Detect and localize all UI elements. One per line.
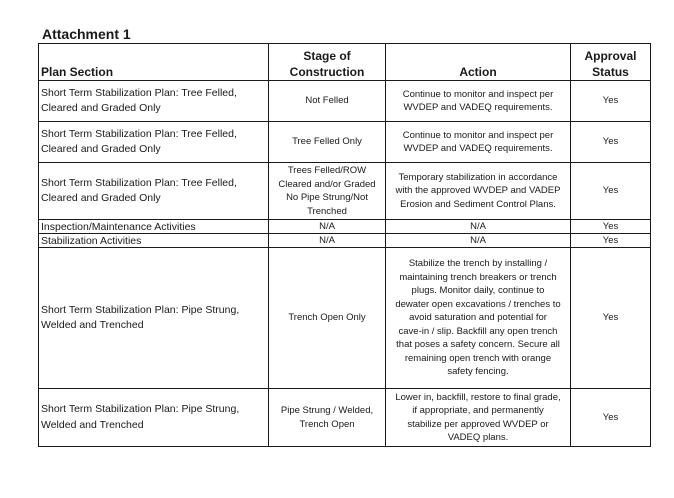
header-plan-section: Plan Section (39, 44, 269, 81)
stage-cell: Not Felled (269, 81, 386, 122)
plan-section-cell: Short Term Stabilization Plan: Tree Felled, Cleared and Graded Only (39, 122, 269, 163)
table-row (39, 220, 651, 234)
action-cell: Temporary stabilization in accordance with the approved WVDEP and VADEP Erosion and Sediment Control Plans. (386, 163, 571, 220)
action-cell: N/A (386, 220, 571, 234)
action-cell: Lower in, backfill, restore to final grade, if appropriate, and permanently stabilize per approved WVDEP or VADEQ plans. (386, 389, 571, 447)
action-cell: Stabilize the trench by installing / maintaining trench breakers or trench plugs. Monitor daily, continue to dewater open excavations / trenches to avoid saturation and potential for cave-in / slip. Backfill any open trench that poses a safety concern. Secure all remaining open trench with orange safety fencing. (386, 248, 571, 389)
page-title: Attachment 1 (42, 26, 131, 42)
stage-cell: Pipe Strung / Welded, Trench Open (269, 389, 386, 447)
table-row (39, 122, 651, 163)
header-status: Approval Status (571, 44, 651, 81)
stage-cell: Trench Open Only (269, 248, 386, 389)
plan-section-cell: Short Term Stabilization Plan: Pipe Strung, Welded and Trenched (39, 248, 269, 389)
header-row (39, 44, 651, 81)
status-cell: Yes (571, 234, 651, 248)
table-row (39, 248, 651, 389)
stage-cell: Tree Felled Only (269, 122, 386, 163)
table-row (39, 389, 651, 447)
status-cell: Yes (571, 248, 651, 389)
status-cell: Yes (571, 163, 651, 220)
plan-section-cell: Short Term Stabilization Plan: Pipe Strung, Welded and Trenched (39, 389, 269, 447)
stage-cell: N/A (269, 220, 386, 234)
action-cell: N/A (386, 234, 571, 248)
status-cell: Yes (571, 81, 651, 122)
table-row (39, 81, 651, 122)
stage-cell: Trees Felled/ROW Cleared and/or Graded No Pipe Strung/Not Trenched (269, 163, 386, 220)
header-action: Action (386, 44, 571, 81)
plan-section-cell: Short Term Stabilization Plan: Tree Felled, Cleared and Graded Only (39, 163, 269, 220)
status-cell: Yes (571, 220, 651, 234)
plan-section-cell: Stabilization Activities (39, 234, 269, 248)
header-stage: Stage of Construction (269, 44, 386, 81)
plan-section-cell: Short Term Stabilization Plan: Tree Felled, Cleared and Graded Only (39, 81, 269, 122)
action-cell: Continue to monitor and inspect per WVDEP and VADEQ requirements. (386, 122, 571, 163)
plan-section-cell: Inspection/Maintenance Activities (39, 220, 269, 234)
status-cell: Yes (571, 389, 651, 447)
table-row (39, 163, 651, 220)
action-cell: Continue to monitor and inspect per WVDEP and VADEQ requirements. (386, 81, 571, 122)
attachment-table (38, 43, 651, 447)
stage-cell: N/A (269, 234, 386, 248)
table-row (39, 234, 651, 248)
status-cell: Yes (571, 122, 651, 163)
